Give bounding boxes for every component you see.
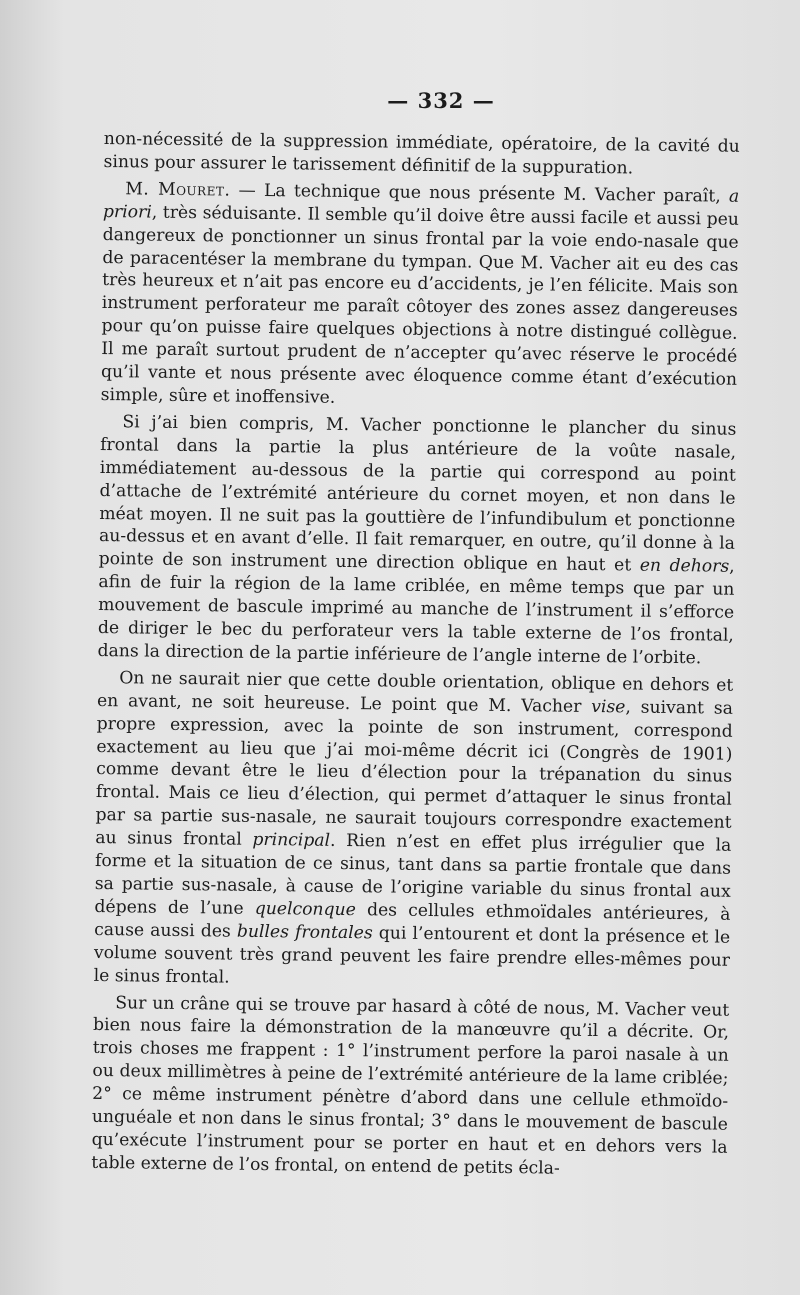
paragraph-orientation-text-3: . Rien n’est en effet plus irrégulier que la forme et la situation de ce sinus, tant dans sa partie frontale que dans sa partie sus-nasale, à cause de l’origine variable du sinus frontal aux dépens de l’une	[94, 831, 732, 919]
paragraph-orientation-text-4: des cellules ethmoïdales antérieures, à cause aussi des	[94, 900, 731, 942]
italic-en-dehors: en dehors	[639, 555, 730, 577]
paragraph-orientation-text-1: On ne saurait nier que cette double orientation, oblique en dehors et en avant, ne soit heureuse. Le point que M. Vacher	[96, 668, 734, 717]
paragraph-orientation	[93, 667, 733, 995]
paragraph-continuation: non-nécessité de la suppression immédiate, opératoire, de la cavité du sinus pour assurer le tarissement définitif de la suppuration.	[103, 128, 740, 179]
italic-quelconque: quelconque	[254, 898, 356, 921]
paragraph-vacher-text-1: Si j’ai bien compris, M. Vacher ponctionne le plancher du sinus frontal dans la partie la plus antérieure de la voûte nasale, immédiatement au-dessous de la partie qui correspond au point d’attache de l’extrémité antérieure du cornet moyen, et non dans le méat moyen. Il ne suit pas la gouttière de l’infundibulum et ponctionne au-dessus et en avant d’elle. Il fait remarquer, en outre, qu’il donne à la pointe de son instrument une direction oblique en haut et	[98, 412, 737, 576]
paragraph-mouret-intro: La technique que nous présente M. Vacher paraît,	[263, 180, 721, 207]
italic-a-priori: a priori	[102, 186, 740, 223]
paragraph-mouret-rest: , très séduisante. Il semble qu’il doive être aussi facile et aussi peu dangereux de ponctionner un sinus frontal par la voie endo-nasale que de paracentéser la membrane du tympan. Que M. Vacher ait eu des cas très heureux et n’ait pas encore eu d’accidents, je l’en félicite. Mais son instrument perforateur me paraît côtoyer des zones assez dangereuses pour qu’on puisse faire quelques objections à notre distingué collègue. Il me paraît surtout prudent de n’accepter qu’avec réserve le procédé qu’il vante et nous présente avec éloquence comme étant d’exécution simple, sûre et inoffensive.	[100, 202, 740, 408]
paragraph-vacher-technique	[97, 411, 736, 671]
speaker-dash: —	[230, 180, 265, 201]
page-number: — 332 —	[387, 88, 495, 113]
italic-bulles-frontales: bulles frontales	[236, 921, 373, 944]
italic-vise: vise	[591, 696, 626, 718]
paragraph-crane-demonstration: Sur un crâne qui se trouve par hasard à côté de nous, M. Vacher veut bien nous faire la démonstration de la manœuvre qu’il a décrite. Or, trois choses me frappent : 1° l’instrument perfore la paroi nasale à un ou deux millimètres à peine de l’extrémité antérieure de la lame criblée; 2° ce même instrument pénètre d’abord dans une cellule ethmoïdo-unguéale et non dans le sinus frontal; 3° dans le mouvement de bascule qu’exécute l’instrument pour se porter en haut et en dehors vers la table externe de l’os frontal, on entend de petits écla-	[91, 992, 730, 1179]
paragraph-vacher-text-2: , afin de fuir la région de la lame criblée, en même temps que par un mouvement de bascule imprimé au manche de l’instrument il s’efforce de diriger le bec du perforateur vers la table externe de l’os frontal, dans la direction de la partie inférieure de l’angle interne de l’orbite.	[97, 556, 735, 669]
paragraph-mouret	[101, 178, 740, 415]
paragraph-orientation-text-5: qui l’entourent et dont la présence et le volume souvent très grand peuvent les faire prendre elles-mêmes pour le sinus frontal.	[93, 923, 731, 988]
speaker-name: M. Mouret.	[125, 179, 231, 201]
body-text	[91, 128, 740, 1186]
italic-principal: principal	[252, 830, 331, 852]
paragraph-orientation-text-2: , suivant sa propre expression, avec la pointe de son instrument, correspond exactement au lieu que j’ai moi-même décrit ici (Congrès de 1901) comme devant être le lieu d’élection pour la trépanation du sinus frontal. Mais ce lieu d’élection, qui permet d’attaquer le sinus frontal par sa partie sus-nasale, ne saurait toujours correspondre exactement au sinus frontal	[95, 697, 734, 850]
